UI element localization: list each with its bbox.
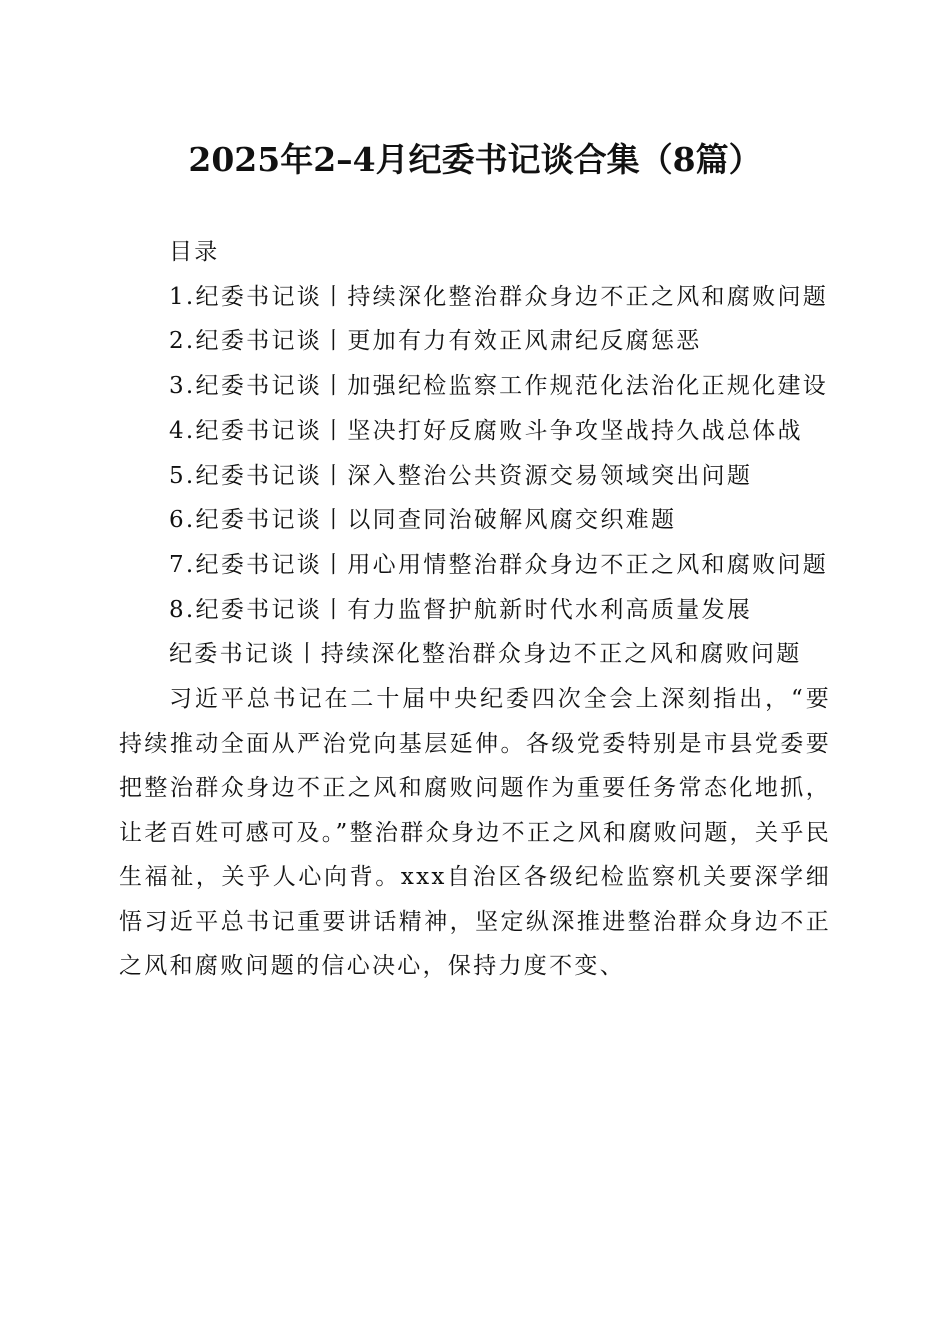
toc-label: 目录: [169, 239, 220, 265]
toc-item-4[interactable]: 4.纪委书记谈丨坚决打好反腐败斗争攻坚战持久战总体战: [169, 417, 803, 444]
toc-item-1[interactable]: 1.纪委书记谈丨持续深化整治群众身边不正之风和腐败问题: [169, 283, 829, 310]
toc-item-3[interactable]: 3.纪委书记谈丨加强纪检监察工作规范化法治化正规化建设: [169, 373, 829, 400]
article-heading: 纪委书记谈丨持续深化整治群众身边不正之风和腐败问题: [169, 641, 802, 668]
body-paragraph: 习近平总书记在二十届中央纪委四次全会上深刻指出，“要持续推动全面从严治党向基层延伸。各级党委特别是市县党委要把整治群众身边不正之风和腐败问题作为重要任务常态化地抓，让老百姓可感可及。”整治群众身边不正之风和腐败问题，关乎民生福祉，关乎人心向背。xxx自治区各级纪检监察机关要深学细悟习近平总书记重要讲话精神，坚定纵深推进整治群众身边不正之风和腐败问题的信心决心，保持力度不变、: [119, 686, 831, 980]
toc-item-6[interactable]: 6.纪委书记谈丨以同查同治破解风腐交织难题: [169, 507, 677, 534]
toc-item-7[interactable]: 7.纪委书记谈丨用心用情整治群众身边不正之风和腐败问题: [169, 551, 829, 578]
toc-item-5[interactable]: 5.纪委书记谈丨深入整治公共资源交易领域突出问题: [169, 462, 753, 489]
page-title: 2025年2–4月纪委书记谈合集（8篇）: [188, 140, 762, 179]
toc-item-2[interactable]: 2.纪委书记谈丨更加有力有效正风肃纪反腐惩恶: [169, 328, 702, 355]
toc-item-8[interactable]: 8.纪委书记谈丨有力监督护航新时代水利高质量发展: [169, 596, 753, 623]
document-body: [119, 230, 831, 989]
